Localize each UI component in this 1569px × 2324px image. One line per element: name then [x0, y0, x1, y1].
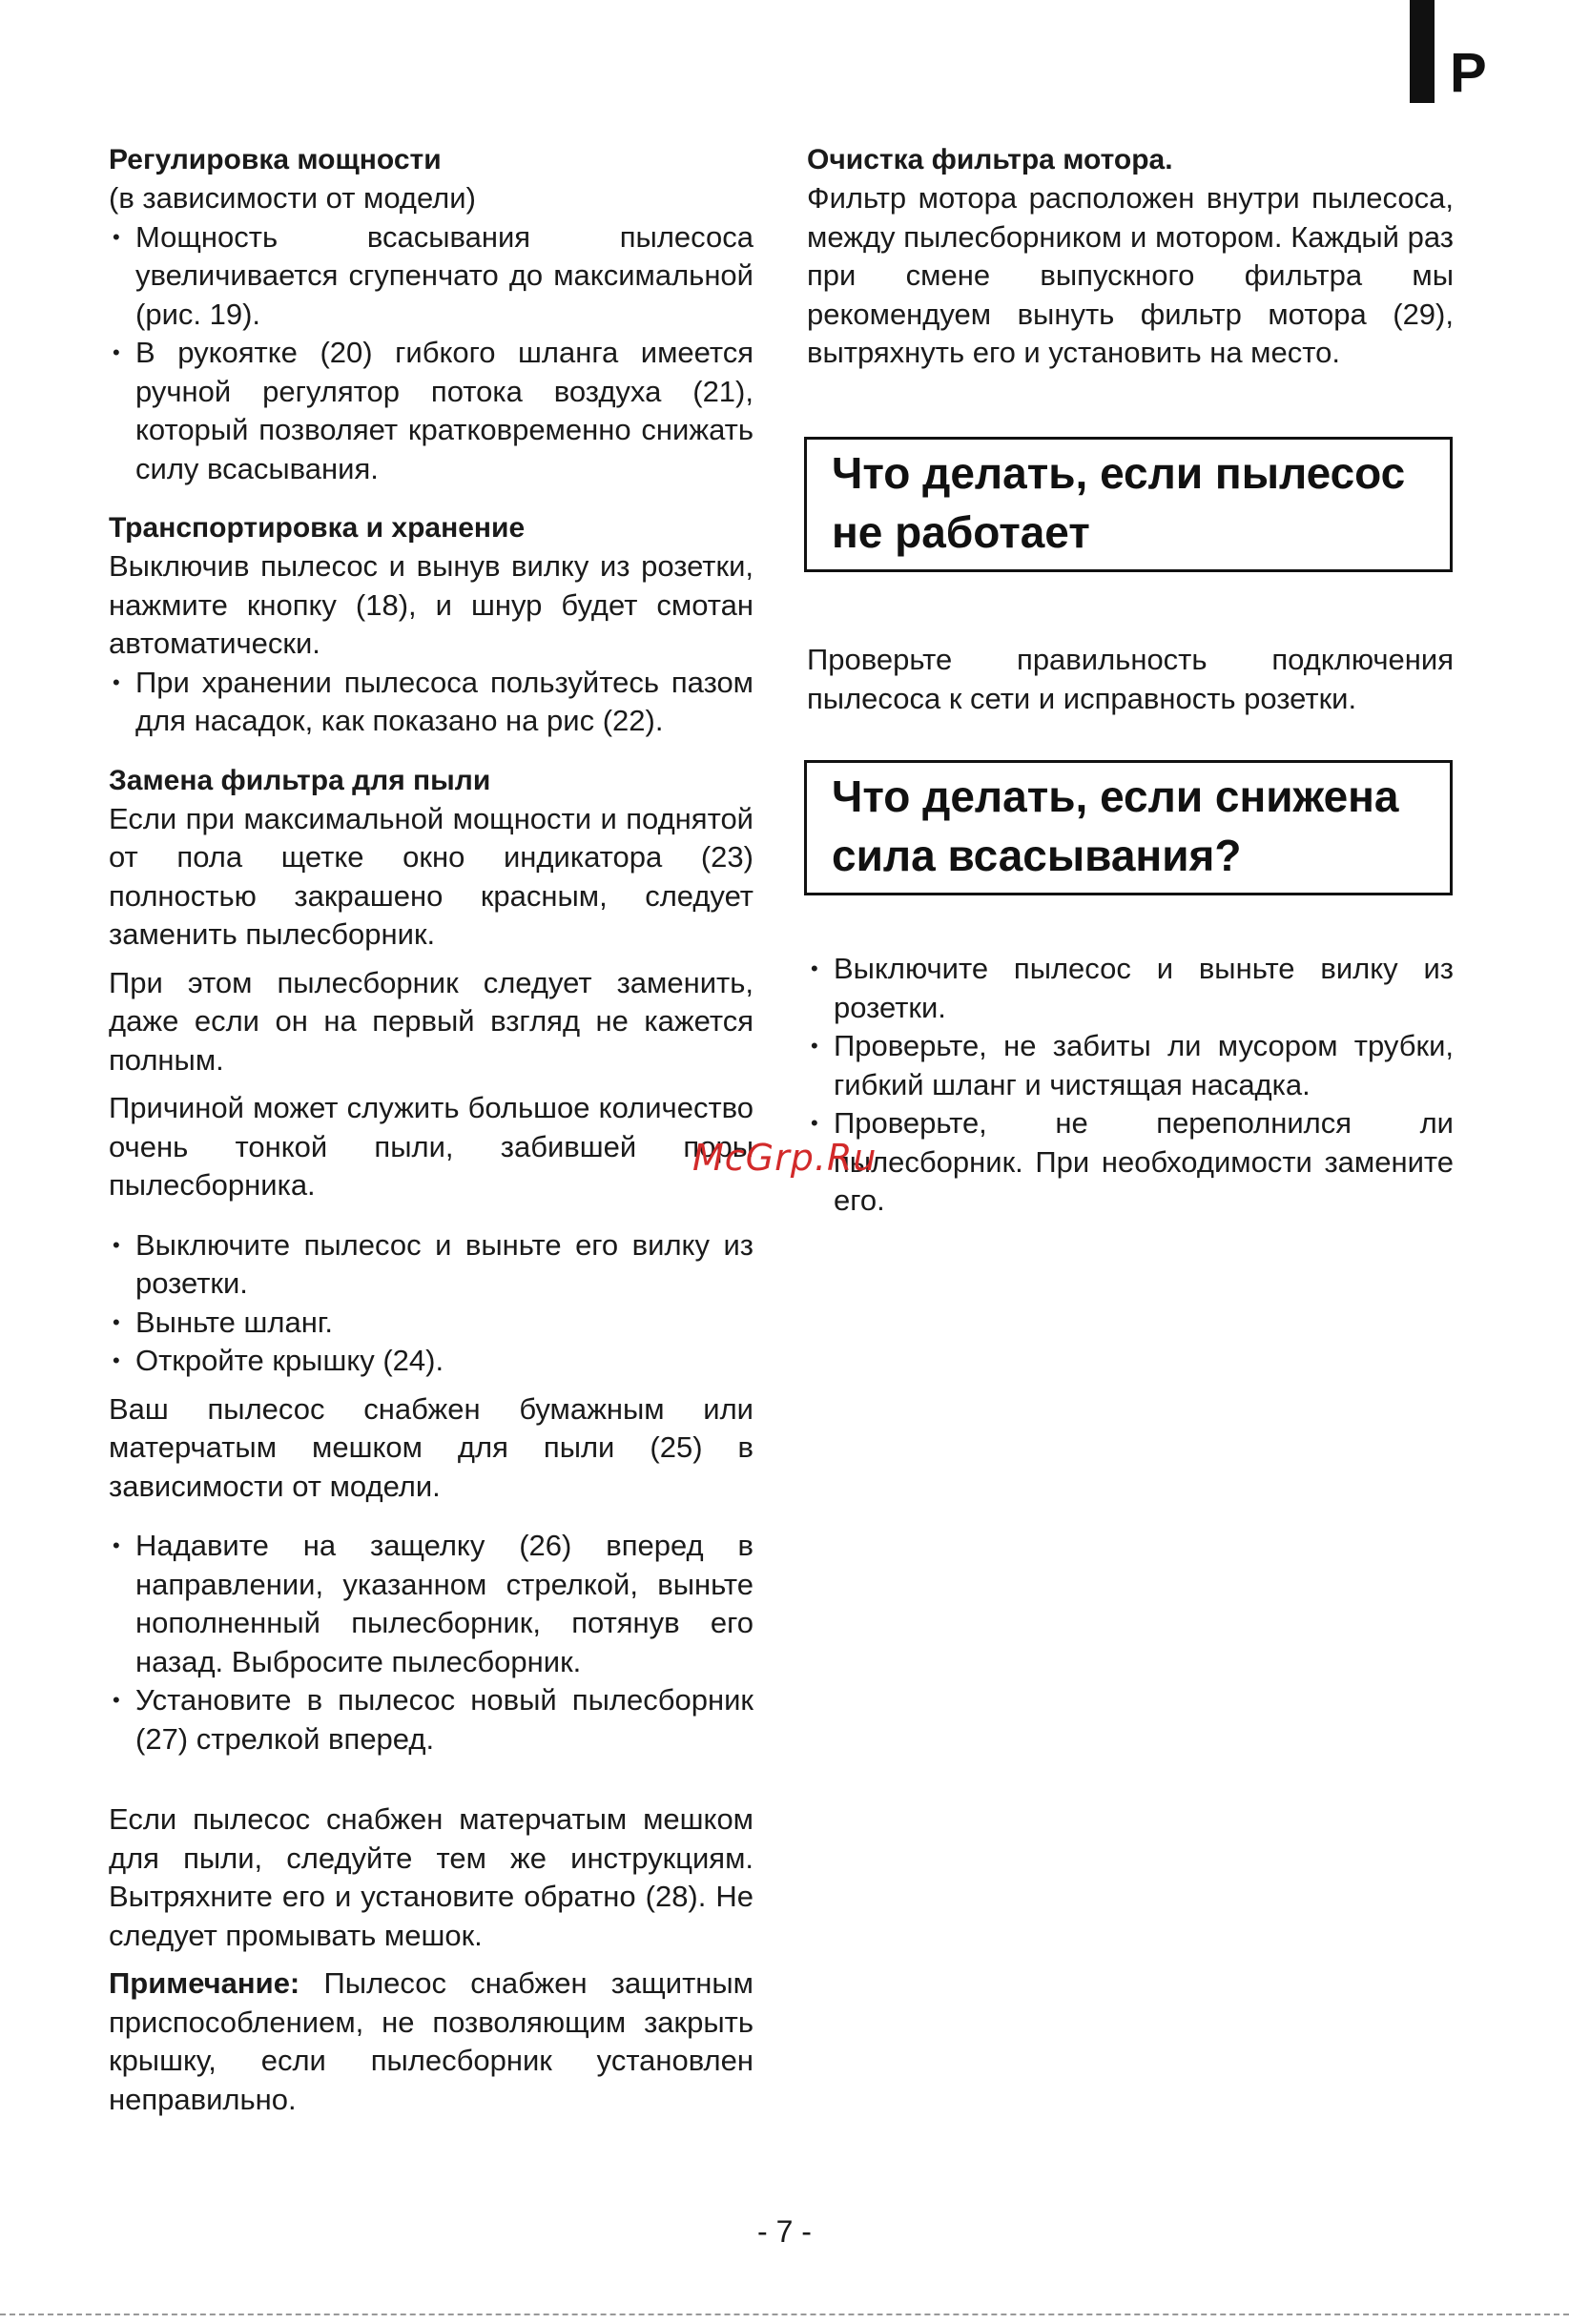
- list-item: • Выньте шланг.: [109, 1304, 754, 1343]
- section-title-dust-filter: Замена фильтра для пыли: [109, 764, 491, 796]
- list-item: • Проверьте, не переполнился ли пылесборник. При необходимости замените его.: [807, 1104, 1454, 1221]
- power-bullets: [109, 218, 754, 489]
- list-item: • Откройте крышку (24).: [109, 1342, 754, 1381]
- paragraph: Причиной может служить большое количество очень тонкой пыли, забившей поры пылесборника.: [109, 1091, 754, 1202]
- paragraph: Проверьте правильность подключения пылесоса к сети и исправность розетки.: [807, 643, 1454, 715]
- section-title-power: Регулировка мощности: [109, 144, 442, 175]
- suction-bullets: [807, 950, 1454, 1221]
- section-title-storage: Транспортировка и хранение: [109, 512, 526, 544]
- section-subtitle-power: (в зависимости от модели): [109, 181, 476, 215]
- list-item: • Выключите пылесос и выньте вилку из розетки.: [807, 950, 1454, 1027]
- right-column-check: [807, 641, 1454, 718]
- language-tab-bar: [1410, 0, 1435, 103]
- note-label: Примечание:: [109, 1966, 300, 2000]
- bag-bullets: [109, 1527, 754, 1758]
- watermark: McGrp.Ru: [692, 1137, 877, 1179]
- paragraph: Выключив пылесос и вынув вилку из розетки, нажмите кнопку (18), и шнур будет смотан автоматически.: [109, 549, 754, 660]
- list-item: • Проверьте, не забиты ли мусором трубки, гибкий шланг и чистящая насадка.: [807, 1027, 1454, 1104]
- paragraph: Если пылесос снабжен матерчатым мешком для пыли, следуйте тем же инструкциям. Вытряхните его и установите обратно (28). Не следует промывать мешок.: [109, 1802, 754, 1952]
- note: [109, 1964, 754, 2119]
- note-text: Пылесос снабжен защитным приспособлением, не позволяющим закрыть крышку, если пылесборник установлен неправильно.: [109, 1966, 754, 2116]
- section-title-motor-filter: Очистка фильтра мотора.: [807, 144, 1173, 175]
- storage-bullets: [109, 664, 754, 741]
- right-column-top: [807, 141, 1454, 373]
- paragraph: При этом пылесборник следует заменить, даже если он на первый взгляд не кажется полным.: [109, 965, 754, 1077]
- left-column: [109, 141, 754, 2119]
- paragraph: Ваш пылесос снабжен бумажным или матерчатым мешком для пыли (25) в зависимости от модели.: [109, 1391, 754, 1503]
- list-item: • Установите в пылесос новый пылесборник (27) стрелкой вперед.: [109, 1681, 754, 1758]
- list-item: • Мощность всасывания пылесоса увеличивается сгупенчато до максимальной (рис. 19).: [109, 218, 754, 335]
- paragraph: Если при максимальной мощности и поднятой от пола щетке окно индикатора (23) полностью закрашено красным, следует заменить пылесборник.: [109, 801, 754, 951]
- page-bottom-rule: [0, 2314, 1569, 2315]
- dust-filter-bullets: [109, 1226, 754, 1381]
- list-item: • Надавите на защелку (26) вперед в направлении, указанном стрелкой, выньте нополненный пылесборник, потянув его назад. Выбросите пылесборник.: [109, 1527, 754, 1681]
- right-column-suction: [807, 950, 1454, 1221]
- list-item: • В рукоятке (20) гибкого шланга имеется ручной регулятор потока воздуха (21), который позволяет кратковременно снижать силу всасывания.: [109, 334, 754, 488]
- page-number: - 7 -: [757, 2214, 812, 2249]
- language-marker: P: [1450, 42, 1487, 104]
- heading-box-low-suction: Что делать, если снижена сила всасывания?: [804, 760, 1453, 895]
- list-item: • Выключите пылесос и выньте его вилку из розетки.: [109, 1226, 754, 1304]
- paragraph: Фильтр мотора расположен внутри пылесоса, между пылесборником и мотором. Каждый раз при смене выпускного фильтра мы рекомендуем вынуть фильтр мотора (29), вытряхнуть его и установить на место.: [807, 181, 1454, 369]
- heading-box-not-working: Что делать, если пылесос не работает: [804, 437, 1453, 572]
- list-item: • При хранении пылесоса пользуйтесь пазом для насадок, как показано на рис (22).: [109, 664, 754, 741]
